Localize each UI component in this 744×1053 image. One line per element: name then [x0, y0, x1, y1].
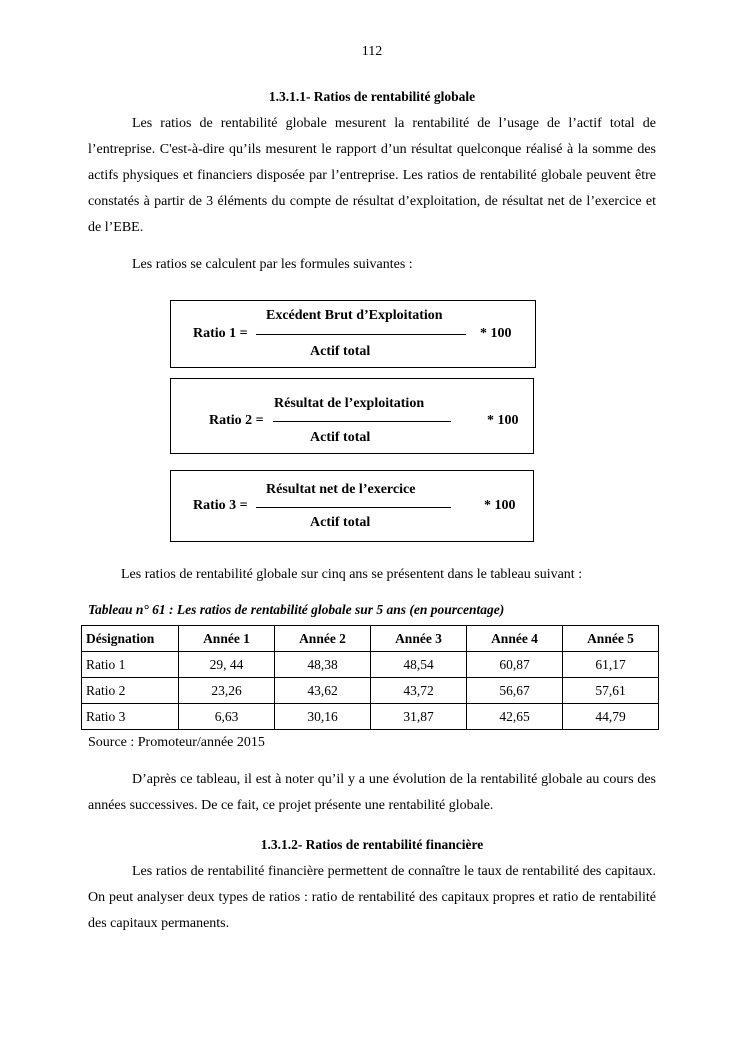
ratio-1-numerator: Excédent Brut d’Exploitation [266, 308, 443, 323]
ratio-3-label: Ratio 3 = [193, 498, 248, 513]
table-cell: 57,61 [563, 678, 659, 704]
conclusion-paragraph: D’après ce tableau, il est à noter qu’il y a une évolution de la rentabilité globale au cours des années successives. De ce fait, ce projet présente une rentabilité globale. [88, 772, 656, 813]
header-annee-1: Année 1 [179, 626, 275, 652]
table-cell: 42,65 [467, 704, 563, 730]
table-cell: 31,87 [371, 704, 467, 730]
table-cell: 56,67 [467, 678, 563, 704]
ratio-3-numerator: Résultat net de l’exercice [266, 482, 416, 497]
table-cell: 43,72 [371, 678, 467, 704]
ratio-3-fraction-line [256, 507, 451, 508]
table-row [82, 678, 659, 704]
ratio-1-multiplier: * 100 [480, 326, 512, 341]
table-intro: Les ratios de rentabilité globale sur cinq ans se présentent dans le tableau suivant : [121, 567, 583, 582]
table-cell: Ratio 2 [82, 678, 179, 704]
table-cell: Ratio 1 [82, 652, 179, 678]
ratio-1-label: Ratio 1 = [193, 326, 248, 341]
table-cell: 48,54 [371, 652, 467, 678]
header-annee-2: Année 2 [275, 626, 371, 652]
table-cell: 30,16 [275, 704, 371, 730]
table-row [82, 704, 659, 730]
header-designation: Désignation [82, 626, 179, 652]
table-caption: Tableau n° 61 : Les ratios de rentabilité globale sur 5 ans (en pourcentage) [88, 602, 505, 617]
table-cell: Ratio 3 [82, 704, 179, 730]
formula-box-ratio-2 [170, 378, 534, 454]
ratio-1-denominator: Actif total [310, 344, 371, 359]
header-annee-4: Année 4 [467, 626, 563, 652]
formula-box-ratio-3 [170, 470, 534, 542]
table-row [82, 652, 659, 678]
table-cell: 6,63 [179, 704, 275, 730]
intro-paragraph: Les ratios de rentabilité globale mesurent la rentabilité de l’usage de l’actif total de l’entreprise. C'est-à-dire qu’ils mesurent le rapport d’un résultat quelconque réalisé à la somme des actifs physiques et financiers disposée par l’entreprise. Les ratios de rentabilité globale peuvent être constatés à partir de 3 éléments du compte de résultat d’exploitation, de résultat net de l’exercice et de l’EBE. [88, 116, 656, 235]
section-heading-rentabilite-financiere: 1.3.1.2- Ratios de rentabilité financière [260, 837, 484, 852]
header-annee-3: Année 3 [371, 626, 467, 652]
financial-ratios-paragraph: Les ratios de rentabilité financière permettent de connaître le taux de rentabilité des capitaux. On peut analyser deux types de ratios : ratio de rentabilité des capitaux propres et ratio de rentabilité des capitaux permanents. [88, 864, 656, 931]
table-cell: 60,87 [467, 652, 563, 678]
ratio-2-label: Ratio 2 = [209, 413, 264, 428]
ratio-2-denominator: Actif total [310, 430, 371, 445]
ratio-1-fraction-line [256, 334, 466, 335]
section-heading-rentabilite-globale: 1.3.1.1- Ratios de rentabilité globale [268, 89, 476, 104]
table-cell: 48,38 [275, 652, 371, 678]
table-header-row [82, 626, 659, 652]
table-cell: 29, 44 [179, 652, 275, 678]
ratio-3-denominator: Actif total [310, 515, 371, 530]
page-number: 112 [361, 44, 383, 59]
header-annee-5: Année 5 [563, 626, 659, 652]
table-cell: 61,17 [563, 652, 659, 678]
ratio-2-fraction-line [273, 421, 451, 422]
ratio-2-numerator: Résultat de l’exploitation [274, 396, 425, 411]
formula-box-ratio-1 [170, 300, 536, 368]
formulas-intro: Les ratios se calculent par les formules suivantes : [132, 257, 413, 272]
ratio-3-multiplier: * 100 [484, 498, 516, 513]
table-source: Source : Promoteur/année 2015 [88, 735, 265, 750]
table-cell: 44,79 [563, 704, 659, 730]
ratios-table [81, 625, 659, 730]
ratio-2-multiplier: * 100 [487, 413, 519, 428]
table-cell: 43,62 [275, 678, 371, 704]
table-cell: 23,26 [179, 678, 275, 704]
